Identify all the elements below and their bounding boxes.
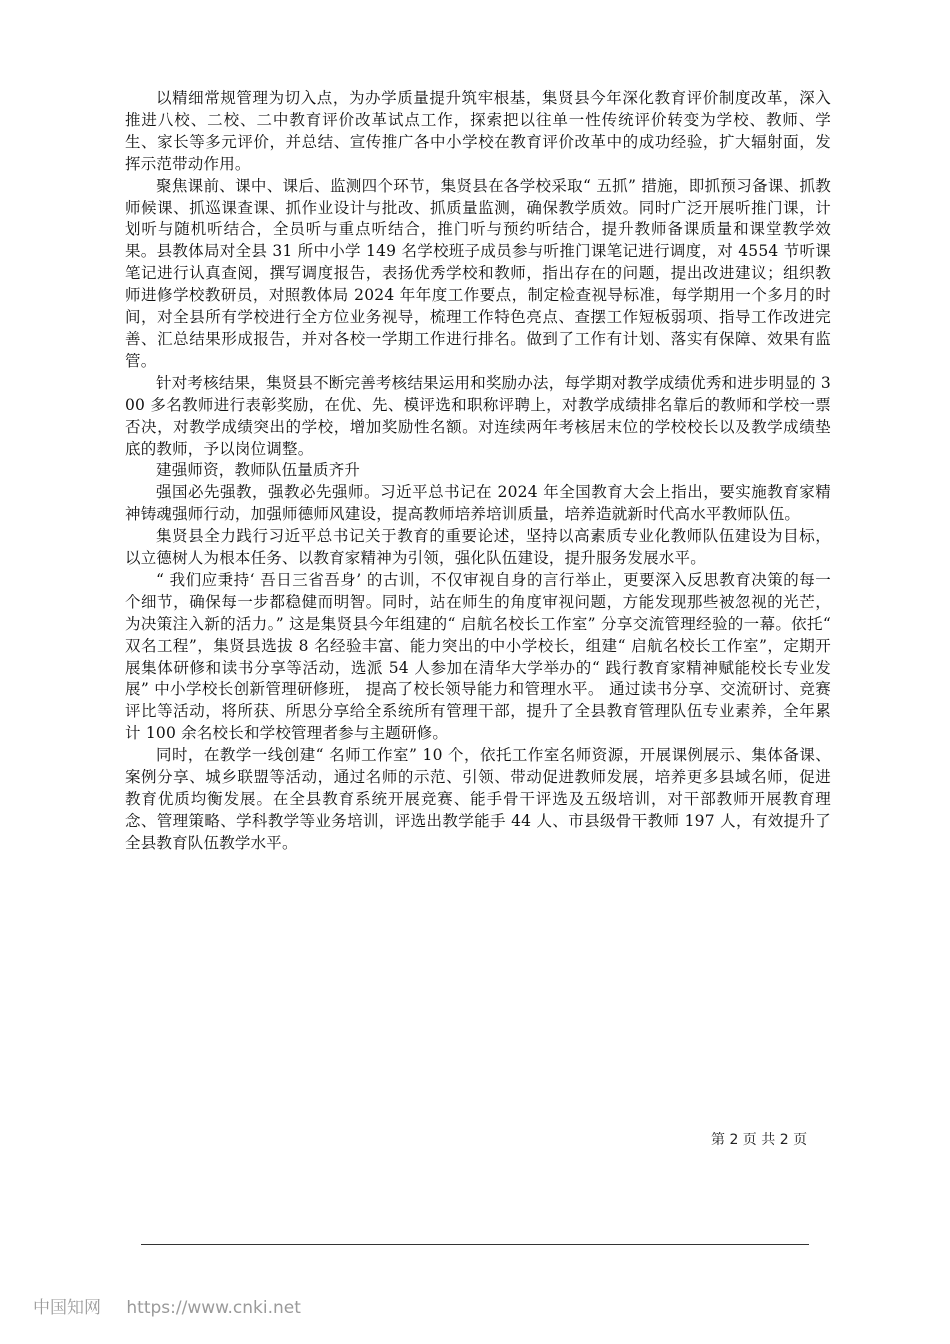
paragraph-strong-teachers: 强国必先强教，强教必先强师。习近平总书记在 2024 年全国教育大会上指出，要实施教育家精神铸魂强师行动，加强师德师风建设，提高教师培养培训质量，培养造就新时代高水平教师队伍。 xyxy=(125,483,831,524)
section-heading: 建强师资，教师队伍量质齐升 xyxy=(156,461,361,480)
paragraph-teacher-studio: 同时，在教学一线创建“ 名师工作室” 10 个，依托工作室名师资源，开展课例展示、集体备课、案例分享、城乡联盟等活动，通过名师的示范、引领、带动促进教师发展，培养更多县域名师，促进教育优质均衡发展。在全县教育系统开展竞赛、能手骨干评选及五级培训，对干部教师开展教育理念、管理策略、学科教学等业务培训，评选出教学能手 44 人、市县级骨干教师 197 人，有效提升了全县教育队伍教学水平。 xyxy=(125,746,831,852)
paragraph-assessment-results: 针对考核结果，集贤县不断完善考核结果运用和奖励办法，每学期对教学成绩优秀和进步明显的 300 多名教师进行表彰奖励，在优、先、模评选和职称评聘上，对教学成绩排名靠后的教师和学校一票否决，对教学成绩突出的学校，增加奖励性名额。对连续两年考核居末位的学校校长以及教学成绩垫底的教师，予以岗位调整。 xyxy=(125,373,831,458)
paragraph-team-building: 集贤县全力践行习近平总书记关于教育的重要论述，坚持以高素质专业化教师队伍建设为目标，以立德树人为根本任务、以教育家精神为引领，强化队伍建设，提升服务发展水平。 xyxy=(125,527,831,568)
document-body xyxy=(125,88,831,855)
footer-divider xyxy=(141,1244,809,1245)
paragraph-evaluation-reform: 以精细常规管理为切入点，为办学质量提升筑牢根基，集贤县今年深化教育评价制度改革，深入推进八校、二校、二中教育评价改革试点工作，探索把以往单一性传统评价转变为学校、教师、学生、家长等多元评价，并总结、宣传推广各中小学校在教育评价改革中的成功经验，扩大辐射面，发挥示范带动作用。 xyxy=(125,89,831,173)
page-number: 第 2 页 共 2 页 xyxy=(711,1132,808,1148)
watermark-url: https://www.cnki.net xyxy=(126,1298,301,1318)
cnki-watermark xyxy=(33,1293,301,1318)
paragraph-principal-studio: “ 我们应秉持‘ 吾日三省吾身’ 的古训，不仅审视自身的言行举止，更要深入反思教育决策的每一个细节，确保每一步都稳健而明智。同时，站在师生的角度审视问题，方能发现那些被忽视的光芒，为决策注入新的活力。” 这是集贤县今年组建的“ 启航名校长工作室” 分享交流管理经验的一幕。依托“ 双名工程”，集贤县选拔 8 名经验丰富、能力突出的中小学校长，组建“ 启航名校长工作室”，定期开展集体研修和读书分享等活动，选派 54 人参加在清华大学举办的“ 践行教育家精神赋能校长专业发展” 中小学校长创新管理研修班， 提高了校长领导能力和管理水平。 通过读书分享、交流研讨、竞赛评比等活动，将所获、所思分享给全系统所有管理干部，提升了全县教育管理队伍专业素养，全年累计 100 余名校长和学校管理者参与主题研修。 xyxy=(125,570,831,743)
paragraph-five-grasps: 聚焦课前、课中、课后、监测四个环节，集贤县在各学校采取“ 五抓” 措施，即抓预习备课、抓教师候课、抓巡课查课、抓作业设计与批改、抓质量监测，确保教学质效。同时广泛开展听推门课，计划听与随机听结合，全员听与重点听结合，推门听与预约听结合，提升教师备课质量和课堂教学效果。县教体局对全县 31 所中小学 149 名学校班子成员参与听推门课笔记进行调度，对 4554 节听课笔记进行认真查阅，撰写调度报告，表扬优秀学校和教师，指出存在的问题，提出改进建议；组织教师进修学校教研员，对照教体局 2024 年年度工作要点，制定检查视导标准，每学期用一个多月的时间，对全县所有学校进行全方位业务视导，梳理工作特色亮点、查摆工作短板弱项、指导工作改进完善、汇总结果形成报告，并对各校一学期工作进行排名。做到了工作有计划、落实有保障、效果有监管。 xyxy=(125,176,831,370)
watermark-brand: 中国知网 xyxy=(33,1298,101,1318)
